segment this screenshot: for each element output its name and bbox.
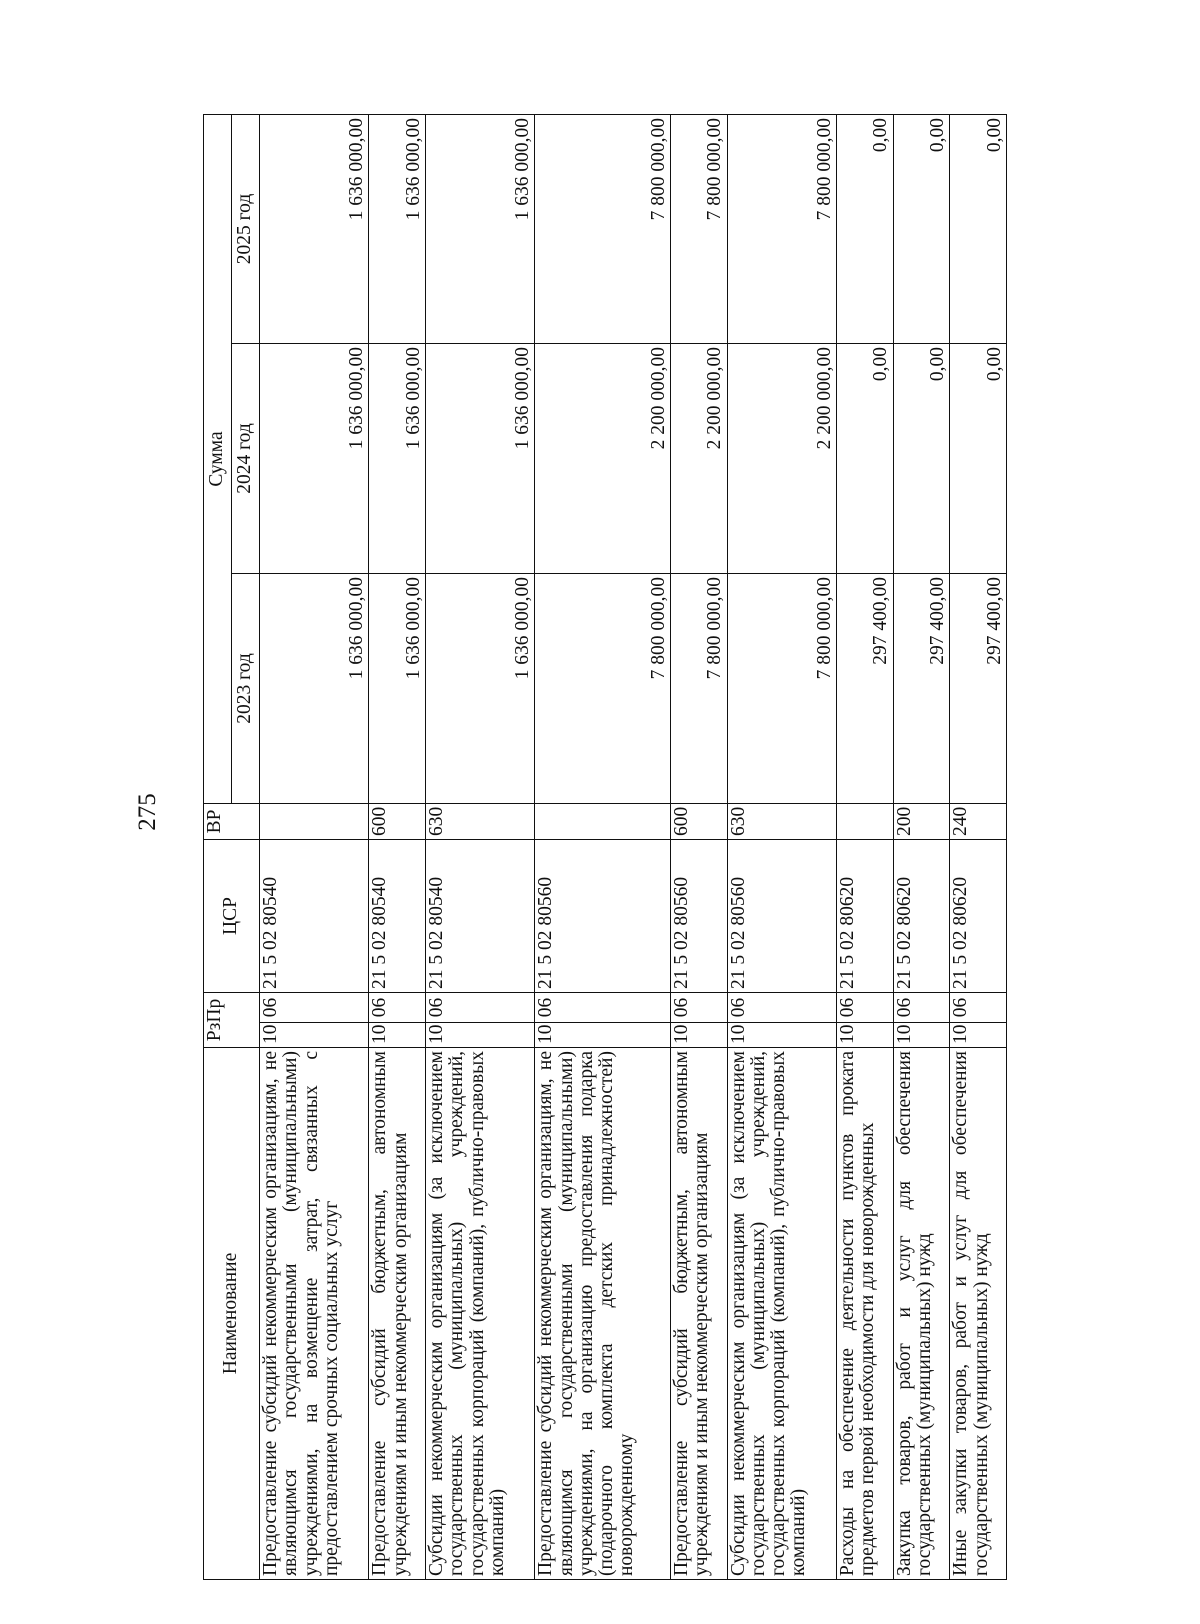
col-header-sum: Сумма [204, 114, 232, 803]
row-vr: 600 [369, 803, 426, 839]
row-vr [260, 803, 369, 839]
row-name: Субсидии некоммерческим организациям (за исключением государственных (муниципальных) учреждений, государственных корпораций (компаний), публично-правовых компаний) [727, 1048, 836, 1580]
row-vr: 200 [893, 803, 950, 839]
row-sum-2023: 1 636 000,00 [260, 573, 369, 803]
table-row [893, 114, 950, 1579]
row-sum-2025: 7 800 000,00 [535, 114, 671, 343]
row-sum-2023: 7 800 000,00 [727, 573, 836, 803]
row-pr: 06 [950, 992, 1007, 1022]
row-sum-2023: 297 400,00 [837, 573, 894, 803]
row-sum-2024: 2 200 000,00 [671, 343, 728, 573]
row-sum-2025: 0,00 [837, 114, 894, 343]
row-sum-2025: 7 800 000,00 [671, 114, 728, 343]
row-sum-2025: 7 800 000,00 [727, 114, 836, 343]
row-sum-2025: 1 636 000,00 [369, 114, 426, 343]
row-sum-2025: 1 636 000,00 [260, 114, 369, 343]
row-rz: 10 [369, 1023, 426, 1048]
row-vr: 630 [425, 803, 534, 839]
table-row [425, 114, 534, 1579]
row-sum-2025: 0,00 [893, 114, 950, 343]
row-rz: 10 [535, 1023, 671, 1048]
row-rz: 10 [893, 1023, 950, 1048]
row-sum-2024: 2 200 000,00 [727, 343, 836, 573]
row-csr: 21 5 02 80620 [893, 839, 950, 992]
table-body [260, 114, 1007, 1579]
row-sum-2025: 0,00 [950, 114, 1007, 343]
row-sum-2023: 297 400,00 [950, 573, 1007, 803]
page-number: 275 [134, 793, 161, 831]
row-pr: 06 [260, 992, 369, 1022]
row-csr: 21 5 02 80620 [837, 839, 894, 992]
col-header-year: 2024 год [232, 343, 260, 573]
row-pr: 06 [837, 992, 894, 1022]
row-rz: 10 [837, 1023, 894, 1048]
row-sum-2023: 7 800 000,00 [535, 573, 671, 803]
row-sum-2024: 1 636 000,00 [369, 343, 426, 573]
row-name: Иные закупки товаров, работ и услуг для обеспечения государственных (муниципальных) нужд [950, 1048, 1007, 1580]
row-sum-2023: 7 800 000,00 [671, 573, 728, 803]
row-name: Предоставление субсидий некоммерческим организациям, не являющимся государственными (муниципальными) учреждениями, на возмещение затрат, связанных с предоставлением срочных социальных услуг [260, 1048, 369, 1580]
row-pr: 06 [535, 992, 671, 1022]
row-vr: 630 [727, 803, 836, 839]
row-sum-2023: 1 636 000,00 [425, 573, 534, 803]
row-csr: 21 5 02 80540 [425, 839, 534, 992]
row-vr [837, 803, 894, 839]
row-rz: 10 [727, 1023, 836, 1048]
col-header-vr: ВР [204, 803, 260, 839]
budget-table-sheet [203, 115, 1007, 1580]
table-row [671, 114, 728, 1579]
row-name: Закупка товаров, работ и услуг для обеспечения государственных (муниципальных) нужд [893, 1048, 950, 1580]
row-pr: 06 [671, 992, 728, 1022]
table-row [369, 114, 426, 1579]
table-row [727, 114, 836, 1579]
table-header [204, 114, 260, 1579]
row-pr: 06 [369, 992, 426, 1022]
row-sum-2025: 1 636 000,00 [425, 114, 534, 343]
row-sum-2024: 0,00 [950, 343, 1007, 573]
table-row [837, 114, 894, 1579]
row-name: Предоставление субсидий бюджетным, автономным учреждениям и иным некоммерческим организациям [369, 1048, 426, 1580]
col-header-csr: ЦСР [204, 839, 260, 992]
row-sum-2024: 1 636 000,00 [425, 343, 534, 573]
row-pr: 06 [727, 992, 836, 1022]
row-rz: 10 [260, 1023, 369, 1048]
row-pr: 06 [893, 992, 950, 1022]
table-row [535, 114, 671, 1579]
row-csr: 21 5 02 80540 [260, 839, 369, 992]
row-sum-2024: 2 200 000,00 [535, 343, 671, 573]
row-rz: 10 [425, 1023, 534, 1048]
col-header-rzpr: РзПр [204, 992, 260, 1047]
row-name: Предоставление субсидий бюджетным, автономным учреждениям и иным некоммерческим организациям [671, 1048, 728, 1580]
row-vr [535, 803, 671, 839]
row-rz: 10 [950, 1023, 1007, 1048]
row-sum-2024: 1 636 000,00 [260, 343, 369, 573]
table-row [950, 114, 1007, 1579]
row-csr: 21 5 02 80620 [950, 839, 1007, 992]
row-name: Расходы на обеспечение деятельности пунктов проката предметов первой необходимости для новорожденных [837, 1048, 894, 1580]
col-header-name: Наименование [204, 1048, 260, 1580]
row-sum-2024: 0,00 [893, 343, 950, 573]
budget-table [203, 114, 1007, 1580]
row-csr: 21 5 02 80540 [369, 839, 426, 992]
row-csr: 21 5 02 80560 [535, 839, 671, 992]
col-header-year: 2023 год [232, 573, 260, 803]
row-name: Субсидии некоммерческим организациям (за исключением государственных (муниципальных) учреждений, государственных корпораций (компаний), публично-правовых компаний) [425, 1048, 534, 1580]
row-rz: 10 [671, 1023, 728, 1048]
row-name: Предоставление субсидий некоммерческим организациям, не являющимся государственными (муниципальными) учреждениями, на организацию предоставления подарка (подарочного комплекта детских принадлежностей) новорожденному [535, 1048, 671, 1580]
row-pr: 06 [425, 992, 534, 1022]
col-header-year: 2025 год [232, 114, 260, 343]
row-sum-2023: 1 636 000,00 [369, 573, 426, 803]
row-vr: 240 [950, 803, 1007, 839]
row-sum-2023: 297 400,00 [893, 573, 950, 803]
row-vr: 600 [671, 803, 728, 839]
row-csr: 21 5 02 80560 [671, 839, 728, 992]
row-sum-2024: 0,00 [837, 343, 894, 573]
row-csr: 21 5 02 80560 [727, 839, 836, 992]
table-row [260, 114, 369, 1579]
